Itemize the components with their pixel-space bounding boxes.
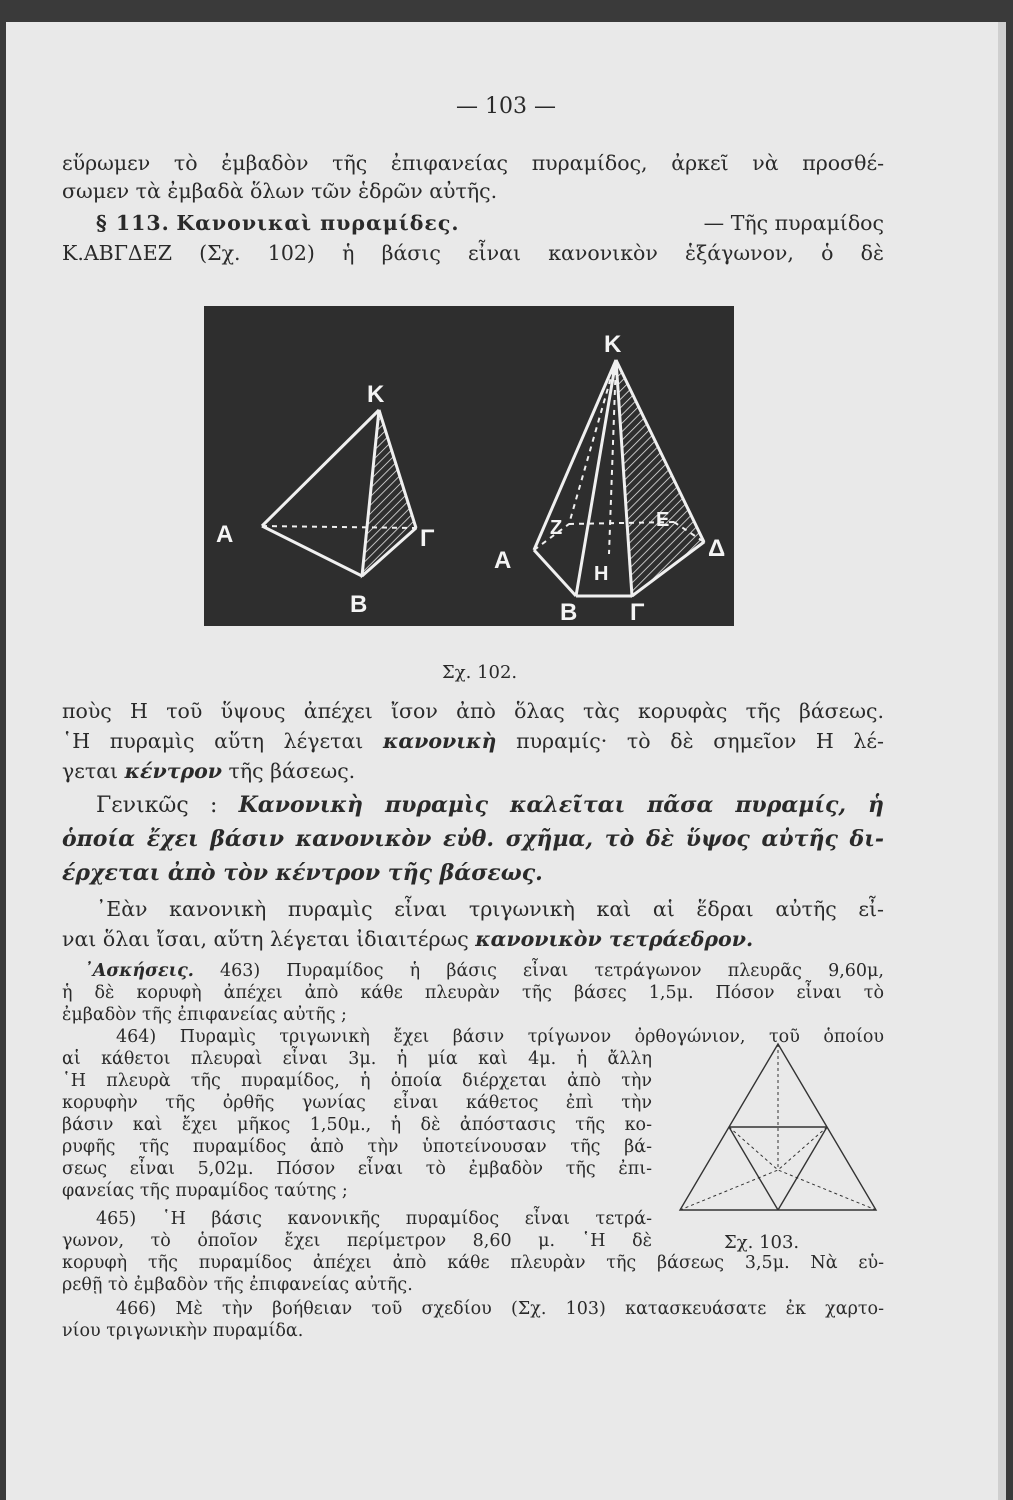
page-number: — 103 —: [456, 94, 556, 119]
section-heading-rest: — Τῆς πυραμίδος: [703, 211, 884, 235]
label-A-right: Α: [494, 547, 512, 574]
exercise-464-line-1: 464) Πυραμὶς τριγωνικὴ ἔχει βάσιν τρίγωνον ὀρθογώνιον, τοῦ ὁποίου: [116, 1027, 884, 1047]
book-page: [6, 22, 1006, 1500]
exercise-463-line-3: ἐμβαδὸν τῆς ἐπιφανείας αὐτῆς ;: [62, 1005, 347, 1025]
figure-102-caption: Σχ. 102.: [442, 662, 518, 683]
body-line-3: [62, 758, 884, 784]
label-E: Ε: [656, 509, 670, 531]
tetra-line-2: [62, 926, 884, 952]
term-tetraedron: κανονικὸν τετράεδρον.: [475, 927, 754, 951]
general-line-2: ὁποία ἔχει βάσιν κανονικὸν εὐθ. σχῆμα, τὸ δὲ ὕψος αὐτῆς δι-: [62, 826, 884, 852]
exercises-heading: ᾿Ασκήσεις.: [84, 961, 194, 981]
label-G-right: Γ: [630, 599, 645, 626]
term-kentron: κέντρον: [124, 759, 223, 783]
exercise-465-line-2: γωνον, τὸ ὁποῖον ἔχει περίμετρον 8,60 μ. ῾Η δὲ: [62, 1231, 652, 1251]
triangular-pyramid: [262, 410, 416, 576]
exercise-466-line-2: νίου τριγωνικὴν πυραμίδα.: [62, 1321, 304, 1341]
body-line-3c: τῆς βάσεως.: [228, 759, 356, 783]
body-line-1: ποὺς Η τοῦ ὕψους ἀπέχει ἴσον ἀπὸ ὅλας τὰς κορυφὰς τῆς βάσεως.: [62, 699, 884, 723]
figure-102: [204, 306, 734, 626]
hexagonal-pyramid: [534, 360, 704, 596]
section-heading: [96, 210, 884, 236]
exercise-465-line-4: ρεθῇ τὸ ἐμβαδὸν τῆς ἐπιφανείας αὐτῆς.: [62, 1275, 413, 1295]
label-K-right: Κ: [604, 331, 622, 358]
exercise-463-text: 463) Πυραμίδος ἡ βάσις εἶναι τετράγωνον πλευρᾶς 9,60μ,: [220, 961, 884, 981]
section-number: § 113.: [96, 211, 170, 235]
pyramid-diagram: [204, 306, 734, 626]
label-D: Δ: [708, 535, 726, 562]
exercise-464-line-4: κορυφὴν τῆς ὀρθῆς γωνίας εἶναι κάθετος ἐπὶ τὴν: [62, 1093, 652, 1113]
label-H: Η: [594, 563, 609, 585]
exercise-464-line-2: αἱ κάθετοι πλευραὶ εἶναι 3μ. ἡ μία καὶ 4μ. ἡ ἄλλη: [62, 1049, 652, 1069]
section-title: Κανονικαὶ πυραμίδες.: [176, 211, 460, 235]
exercise-464-line-3: ῾Η πλευρὰ τῆς πυραμίδος, ἡ ὁποία διέρχεται ἀπὸ τὴν: [62, 1071, 652, 1091]
body-line-2c: πυραμίς· τὸ δὲ σημεῖον Η λέ-: [516, 729, 884, 753]
exercise-463-line-2: ἡ δὲ κορυφὴ ἀπέχει ἀπὸ κάθε πλευρὰν τῆς βάσες 1,5μ. Πόσον εἶναι τὸ: [62, 983, 884, 1003]
general-line-3: έρχεται ἀπὸ τὸν κέντρον τῆς βάσεως.: [62, 860, 543, 886]
label-B-left: Β: [350, 591, 368, 618]
figure-103: [672, 1040, 884, 1220]
exercise-464-line-8: φανείας τῆς πυραμίδος ταύτης ;: [62, 1181, 348, 1201]
term-kanoniki: κανονικὴ: [383, 729, 497, 753]
intro-line-1: εὕρωμεν τὸ ἐμβαδὸν τῆς ἐπιφανείας πυραμίδος, ἀρκεῖ νὰ προσθέ-: [62, 151, 884, 175]
exercise-464-line-5: βάσιν καὶ ἔχει μῆκος 1,50μ., ἡ δὲ ἀπόστασις τῆς κο-: [62, 1115, 652, 1135]
figure-103-caption: Σχ. 103.: [724, 1232, 800, 1253]
exercise-464-line-6: ρυφῆς τῆς πυραμίδος ἀπὸ τὴν ὑποτείνουσαν τῆς βά-: [62, 1137, 652, 1157]
exercise-465-line-1: 465) ῾Η βάσις κανονικῆς πυραμίδος εἶναι τετρά-: [96, 1209, 652, 1229]
exercise-465-line-3: κορυφὴ τῆς πυραμίδος ἀπέχει ἀπὸ κάθε πλευρὰν τῆς βάσεως 3,5μ. Νὰ εὑ-: [62, 1253, 884, 1273]
general-label: Γενικῶς :: [96, 793, 218, 818]
body-line-2: [62, 728, 884, 754]
label-G-left: Γ: [420, 525, 435, 552]
body-line-2a: ῾Η πυραμὶς αὕτη λέγεται: [62, 729, 364, 753]
label-A-left: Α: [216, 521, 234, 548]
page-edge: [998, 22, 1006, 1500]
exercise-466-line-1: 466) Μὲ τὴν βοήθειαν τοῦ σχεδίου (Σχ. 103) κατασκευάσατε ἐκ χαρτο-: [116, 1299, 884, 1319]
general-definition-1: Κανονικὴ πυραμὶς καλεῖται πᾶσα πυραμίς, ἡ: [238, 792, 884, 818]
body-line-3a: γεται: [62, 759, 119, 783]
exercise-463-line-1: [84, 960, 884, 982]
label-B-right: Β: [560, 599, 578, 626]
tetra-line-2a: ναι ὅλαι ἴσαι, αὕτη λέγεται ἰδιαιτέρως: [62, 927, 469, 951]
intro-line-2: σωμεν τὰ ἐμβαδὰ ὅλων τῶν ἑδρῶν αὐτῆς.: [62, 179, 498, 203]
label-Z: Ζ: [550, 517, 563, 539]
label-K-left: Κ: [367, 381, 385, 408]
general-line-1: [96, 792, 884, 819]
exercise-464-line-7: σεως εἶναι 5,02μ. Πόσον εἶναι τὸ ἐμβαδὸν τῆς ἐπι-: [62, 1159, 652, 1179]
section-line-2: Κ.ΑΒΓΔΕΖ (Σχ. 102) ἡ βάσις εἶναι κανονικὸν ἑξάγωνον, ὁ δὲ: [62, 241, 884, 265]
tetra-line-1: ᾿Εὰν κανονικὴ πυραμὶς εἶναι τριγωνικὴ καὶ αἱ ἕδραι αὐτῆς εἶ-: [96, 897, 884, 921]
